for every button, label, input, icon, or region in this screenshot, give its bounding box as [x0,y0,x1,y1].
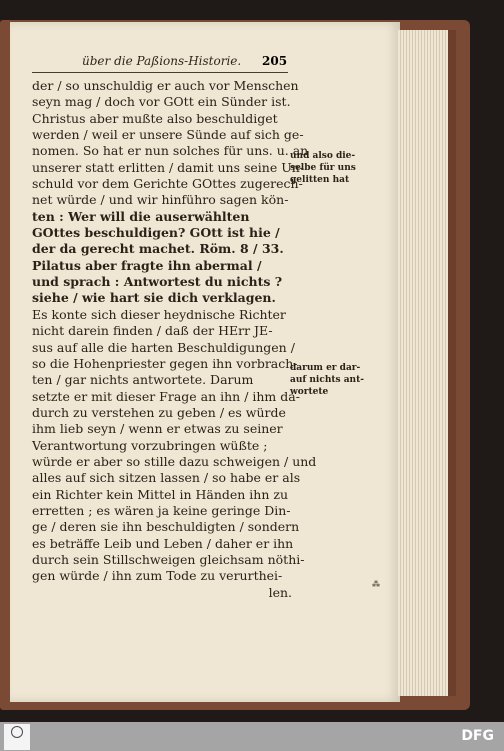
text-line: seyn mag / doch vor GOtt ein Sünder ist. [32,94,291,110]
text-line: durch zu verstehen zu geben / es würde [32,404,286,420]
margin-note-2 [290,362,380,398]
margin-note-line: auf nichts ant- [290,375,364,385]
margin-note-line: darum er dar- [290,363,361,373]
text-line: nicht darein finden / daß der HErr JE- [32,323,273,339]
text-line: der / so unschuldig er auch vor Menschen [32,78,299,93]
text-line: ge / deren sie ihn beschuldigten / sondern [32,519,300,535]
text-line: Es konte sich dieser heydnische Richter [32,306,286,322]
footer-bar [0,722,504,751]
header-rule [32,72,288,73]
text-line: es beträffe Leib und Leben / daher er ihn [32,535,294,551]
text-line: net würde / und wir hinführo sagen kön- [32,192,289,208]
text-line: so die Hohenpriester gegen ihn vorbrach- [32,355,298,371]
text-line: würde er aber so stille dazu schweigen / und [32,453,317,469]
margin-note-line: selbe für uns [290,163,356,173]
text-line: alles auf sich sitzen lassen / so habe er als [32,470,301,486]
page-edges [398,30,456,696]
text-line: len. [268,584,292,600]
text-line: Verantwortung vorzubringen wüßte ; [32,437,268,453]
text-line: erretten ; es wären ja keine geringe Din- [32,502,291,518]
main-text-block [32,78,317,601]
text-line: durch sein Stillschweigen gleichsam nöthi- [32,551,305,567]
text-line: schuld vor dem Gerichte GOttes zugerech- [32,176,303,192]
margin-note-line: und also die- [290,151,356,161]
text-line: Christus aber mußte also beschuldiget [32,110,278,126]
text-line: werden / weil er unsere Sünde auf sich ge- [32,127,304,143]
text-line: Pilatus aber fragte ihn abermal / [32,257,262,273]
text-line: siehe / wie hart sie dich verklagen. [32,290,276,306]
text-line: nomen. So hat er nun solches für uns. u. an [32,143,309,159]
text-line: ihm lieb seyn / wenn er etwas zu seiner [32,421,283,437]
text-line: und sprach : Antwortest du nichts ? [32,274,283,290]
text-line: setzte er mit dieser Frage an ihn / ihm da- [32,388,300,404]
dfg-logo: DFG [461,728,494,744]
text-line: GOttes beschuldigen? GOtt ist hie / [32,225,280,241]
franckesche-stiftungen-logo [4,724,30,750]
text-line: gen würde / ihn zum Tode zu verurthei- [32,568,283,584]
margin-note-line: gelitten hat [290,175,350,185]
margin-note-line: wortete [290,387,329,397]
page-number: 205 [262,54,288,68]
seal-icon [11,726,23,738]
text-line: ten / gar nichts antwortete. Darum [32,372,254,388]
text-line: ten : Wer will die auserwählten [32,208,250,224]
running-title: über die Paßions-Historie. [82,54,242,68]
margin-mark: ⁂ [372,580,380,589]
margin-note-1 [290,150,380,186]
text-line: ein Richter kein Mittel in Händen ihn zu [32,486,289,502]
text-line: sus auf alle die harten Beschuldigungen / [32,339,295,355]
text-line: der da gerecht machet. Röm. 8 / 33. [32,241,284,257]
text-line: unserer statt erlitten / damit uns seine Un- [32,159,304,175]
